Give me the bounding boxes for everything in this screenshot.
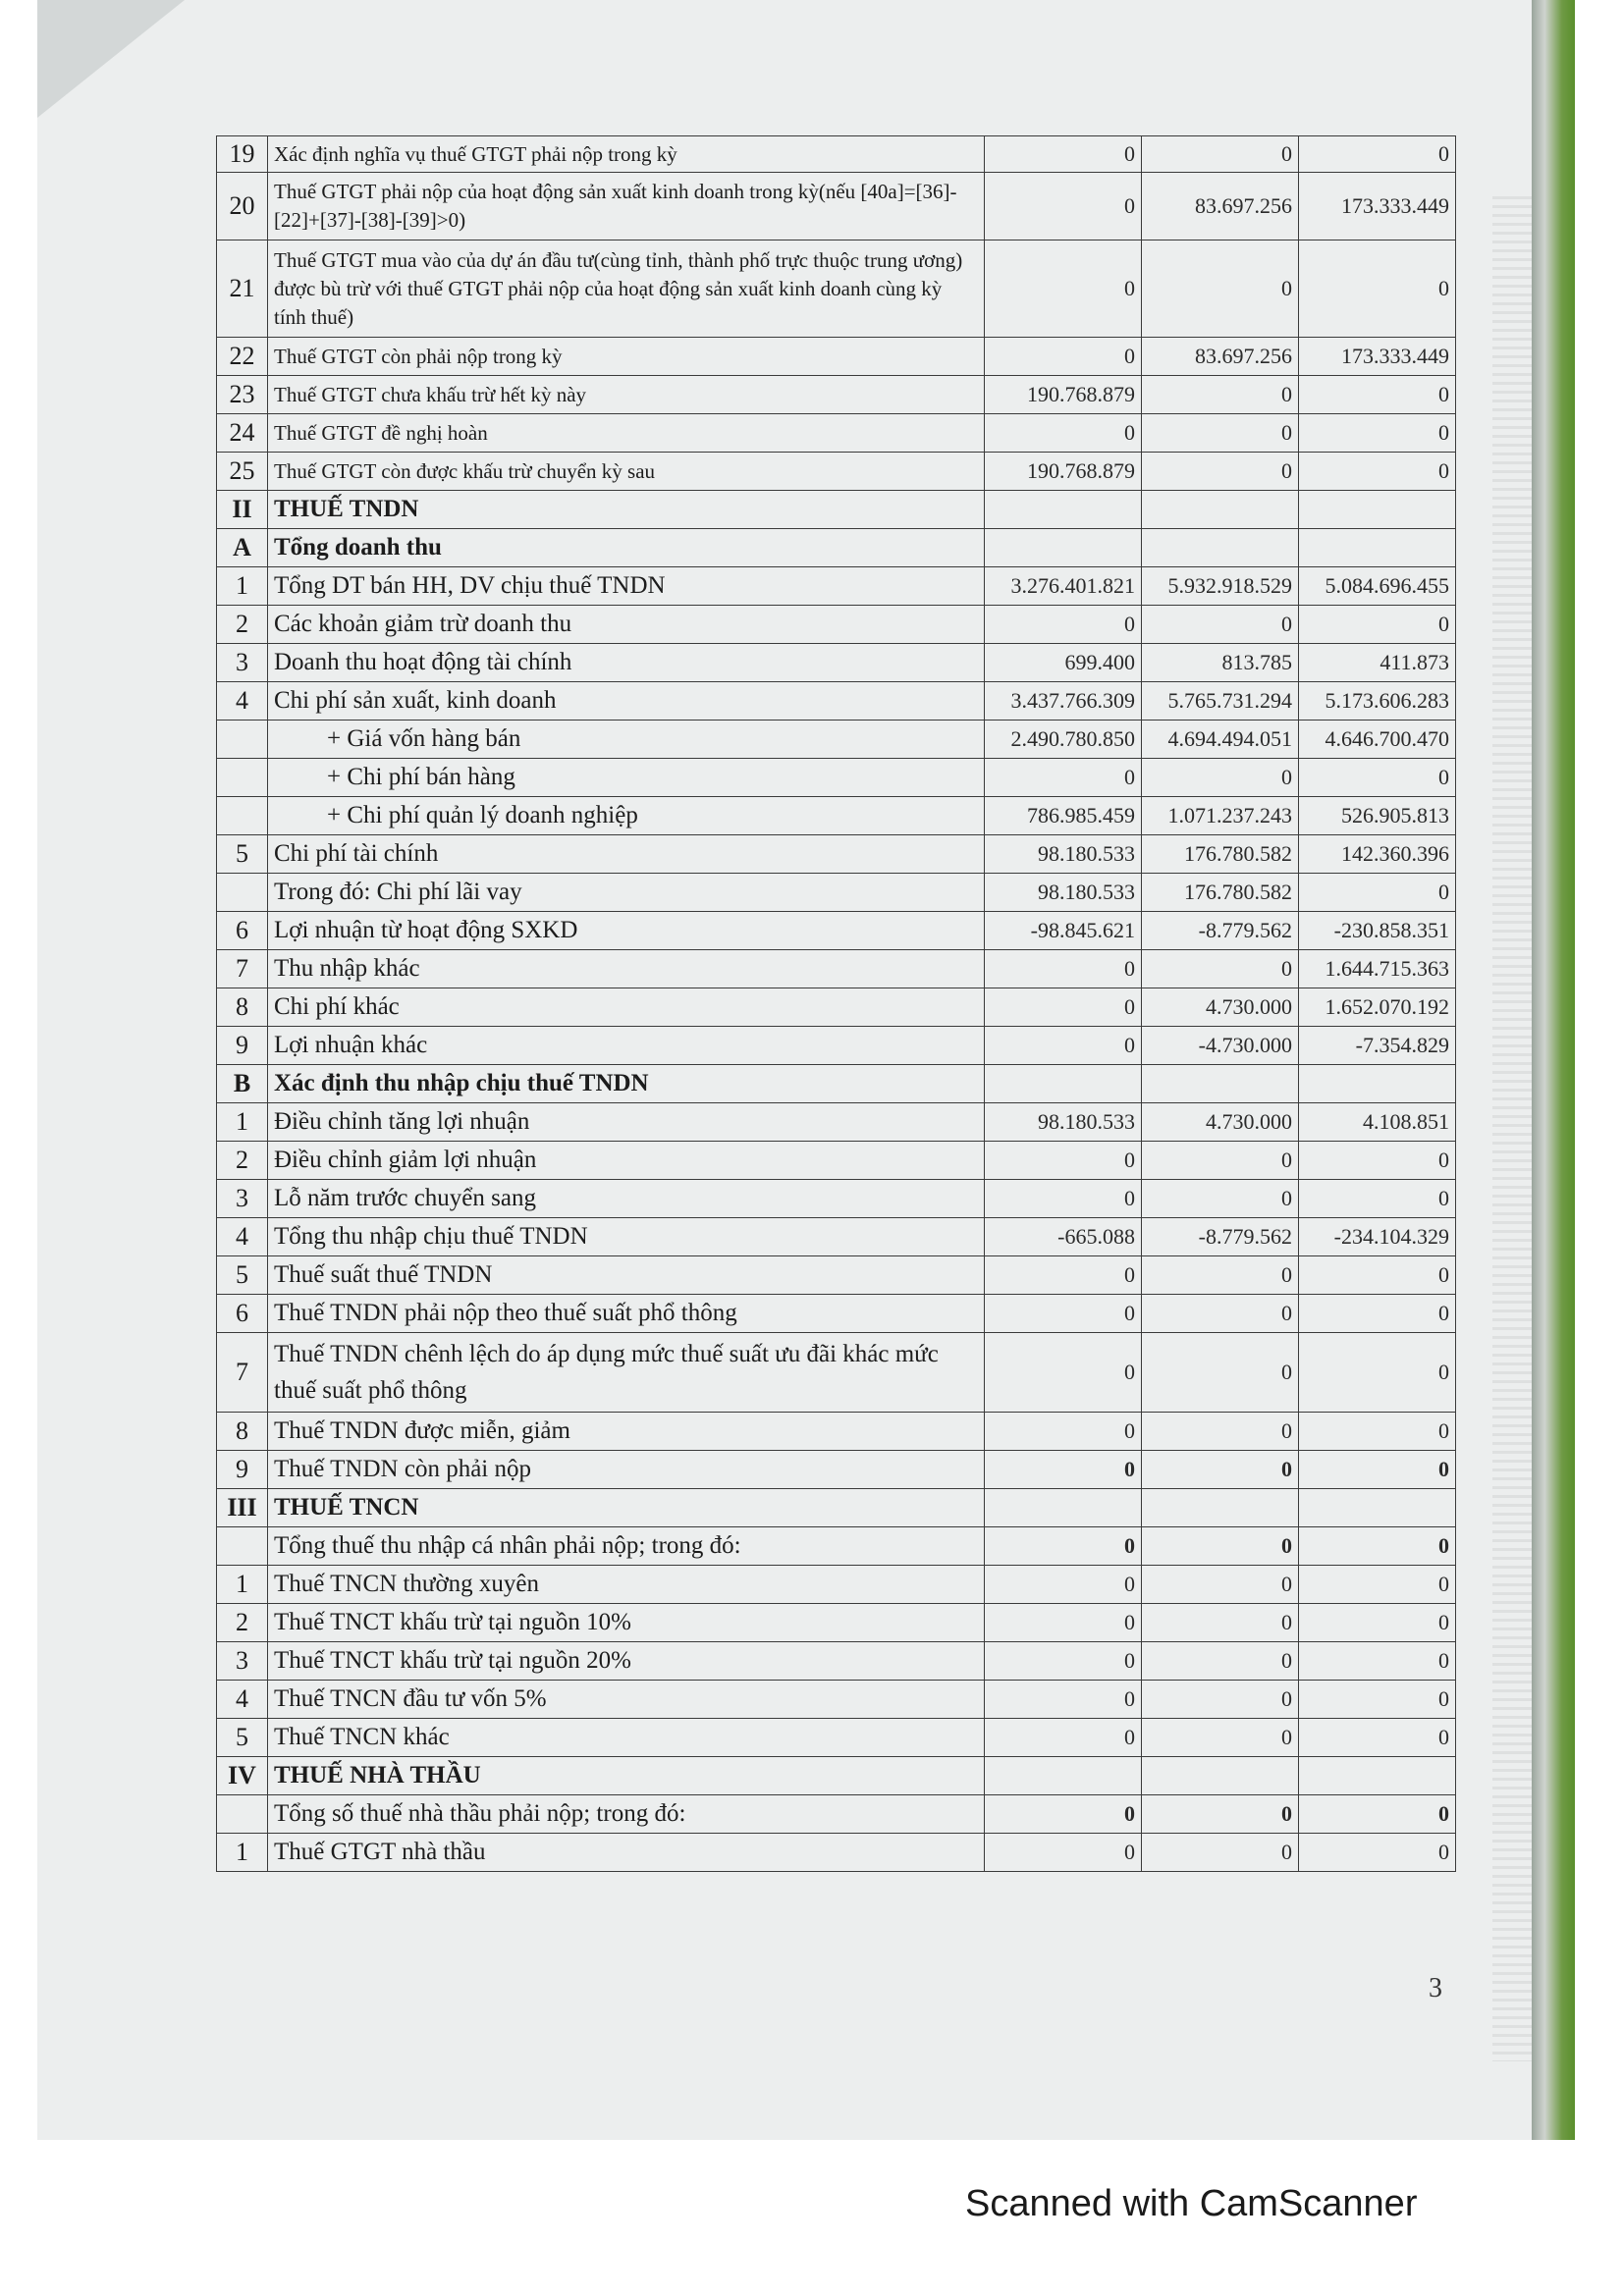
table-row xyxy=(217,1604,1456,1642)
value-col-2: 83.697.256 xyxy=(1142,338,1299,376)
value-col-1: 0 xyxy=(985,1451,1142,1489)
value-col-2: 0 xyxy=(1142,1451,1299,1489)
value-col-2: 0 xyxy=(1142,1180,1299,1218)
row-description: Thuế GTGT còn được khấu trừ chuyển kỳ sau xyxy=(268,453,985,491)
value-col-3 xyxy=(1299,1065,1456,1103)
value-col-1: 0 xyxy=(985,950,1142,988)
value-col-1 xyxy=(985,1065,1142,1103)
value-col-3: -230.858.351 xyxy=(1299,912,1456,950)
table-row xyxy=(217,1065,1456,1103)
value-col-2: 0 xyxy=(1142,240,1299,338)
table-row xyxy=(217,644,1456,682)
row-number: B xyxy=(217,1065,268,1103)
value-col-3: 0 xyxy=(1299,136,1456,173)
row-description: Chi phí khác xyxy=(268,988,985,1027)
row-description: Lợi nhuận khác xyxy=(268,1027,985,1065)
table-row xyxy=(217,453,1456,491)
value-col-2: -8.779.562 xyxy=(1142,912,1299,950)
value-col-2: -4.730.000 xyxy=(1142,1027,1299,1065)
value-col-2: 0 xyxy=(1142,1333,1299,1413)
folded-corner xyxy=(37,0,185,118)
table-row xyxy=(217,1333,1456,1413)
value-col-1: 98.180.533 xyxy=(985,835,1142,874)
row-number: 8 xyxy=(217,1413,268,1451)
value-col-1: 98.180.533 xyxy=(985,1103,1142,1142)
value-col-3 xyxy=(1299,1757,1456,1795)
value-col-1: 0 xyxy=(985,606,1142,644)
table-row xyxy=(217,912,1456,950)
value-col-3: 142.360.396 xyxy=(1299,835,1456,874)
tax-table-body xyxy=(217,136,1456,1872)
table-row xyxy=(217,173,1456,240)
row-number: 3 xyxy=(217,1642,268,1681)
value-col-3: 0 xyxy=(1299,1180,1456,1218)
row-description: Thuế TNDN phải nộp theo thuế suất phổ thông xyxy=(268,1295,985,1333)
table-row xyxy=(217,136,1456,173)
value-col-2: 0 xyxy=(1142,1566,1299,1604)
row-description: Tổng số thuế nhà thầu phải nộp; trong đó: xyxy=(268,1795,985,1834)
value-col-3 xyxy=(1299,1489,1456,1527)
table-row xyxy=(217,414,1456,453)
value-col-3: -234.104.329 xyxy=(1299,1218,1456,1256)
value-col-3: 4.646.700.470 xyxy=(1299,721,1456,759)
table-row xyxy=(217,1757,1456,1795)
row-description: Lỗ năm trước chuyển sang xyxy=(268,1180,985,1218)
value-col-2: 0 xyxy=(1142,1295,1299,1333)
row-description: Thuế GTGT còn phải nộp trong kỳ xyxy=(268,338,985,376)
row-number: 20 xyxy=(217,173,268,240)
table-row xyxy=(217,988,1456,1027)
row-description: Các khoản giảm trừ doanh thu xyxy=(268,606,985,644)
value-col-1: 0 xyxy=(985,759,1142,797)
table-row xyxy=(217,1027,1456,1065)
tax-table xyxy=(216,135,1456,1872)
value-col-2: 813.785 xyxy=(1142,644,1299,682)
row-number xyxy=(217,721,268,759)
table-row xyxy=(217,1489,1456,1527)
row-number: 5 xyxy=(217,1256,268,1295)
value-col-1: 3.276.401.821 xyxy=(985,567,1142,606)
row-number: 4 xyxy=(217,1681,268,1719)
value-col-1: 0 xyxy=(985,136,1142,173)
value-col-3 xyxy=(1299,491,1456,529)
table-row xyxy=(217,721,1456,759)
row-description: Tổng DT bán HH, DV chịu thuế TNDN xyxy=(268,567,985,606)
value-col-2: 0 xyxy=(1142,1527,1299,1566)
value-col-2: 176.780.582 xyxy=(1142,835,1299,874)
row-description: Tổng thuế thu nhập cá nhân phải nộp; trong đó: xyxy=(268,1527,985,1566)
table-row xyxy=(217,1295,1456,1333)
row-number: 7 xyxy=(217,1333,268,1413)
page-number: 3 xyxy=(1429,1973,1442,2003)
table-row xyxy=(217,835,1456,874)
row-description: Lợi nhuận từ hoạt động SXKD xyxy=(268,912,985,950)
row-description: Xác định nghĩa vụ thuế GTGT phải nộp trong kỳ xyxy=(268,136,985,173)
row-description: + Chi phí quản lý doanh nghiệp xyxy=(268,797,985,835)
value-col-3: 0 xyxy=(1299,240,1456,338)
value-col-1: 0 xyxy=(985,1834,1142,1872)
value-col-1: 0 xyxy=(985,1566,1142,1604)
row-description: Thuế TNCN thường xuyên xyxy=(268,1566,985,1604)
value-col-3: 0 xyxy=(1299,1256,1456,1295)
value-col-3: 0 xyxy=(1299,1333,1456,1413)
row-description: + Chi phí bán hàng xyxy=(268,759,985,797)
table-row xyxy=(217,338,1456,376)
value-col-3: 0 xyxy=(1299,606,1456,644)
value-col-1: 0 xyxy=(985,1333,1142,1413)
value-col-3: 1.644.715.363 xyxy=(1299,950,1456,988)
value-col-1: 0 xyxy=(985,1527,1142,1566)
value-col-3: 0 xyxy=(1299,376,1456,414)
table-row xyxy=(217,682,1456,721)
value-col-2: 0 xyxy=(1142,1413,1299,1451)
table-row xyxy=(217,1413,1456,1451)
value-col-2: 0 xyxy=(1142,1256,1299,1295)
value-col-2: 4.730.000 xyxy=(1142,1103,1299,1142)
row-description: THUẾ TNCN xyxy=(268,1489,985,1527)
row-description: Xác định thu nhập chịu thuế TNDN xyxy=(268,1065,985,1103)
table-row xyxy=(217,491,1456,529)
row-description: Thu nhập khác xyxy=(268,950,985,988)
row-description: Tổng thu nhập chịu thuế TNDN xyxy=(268,1218,985,1256)
row-description: Thuế GTGT mua vào của dự án đầu tư(cùng tỉnh, thành phố trực thuộc trung ương) được bù trừ với thuế GTGT phải nộp của hoạt động sản xuất kinh doanh cùng kỳ tính thuế) xyxy=(268,240,985,338)
table-row xyxy=(217,1451,1456,1489)
value-col-2: -8.779.562 xyxy=(1142,1218,1299,1256)
value-col-2 xyxy=(1142,1065,1299,1103)
row-number: II xyxy=(217,491,268,529)
value-col-2: 0 xyxy=(1142,136,1299,173)
value-col-2: 0 xyxy=(1142,759,1299,797)
row-number: IV xyxy=(217,1757,268,1795)
value-col-1: 0 xyxy=(985,988,1142,1027)
value-col-3: 0 xyxy=(1299,1604,1456,1642)
row-number: 9 xyxy=(217,1451,268,1489)
row-description: + Giá vốn hàng bán xyxy=(268,721,985,759)
table-row xyxy=(217,606,1456,644)
row-number: 4 xyxy=(217,682,268,721)
scan-noise xyxy=(1492,196,1532,2061)
value-col-2 xyxy=(1142,491,1299,529)
row-number: 2 xyxy=(217,1142,268,1180)
table-row xyxy=(217,240,1456,338)
value-col-3: 0 xyxy=(1299,1642,1456,1681)
value-col-1: -98.845.621 xyxy=(985,912,1142,950)
value-col-2: 5.932.918.529 xyxy=(1142,567,1299,606)
value-col-3: 0 xyxy=(1299,1566,1456,1604)
value-col-2: 4.730.000 xyxy=(1142,988,1299,1027)
row-number: 7 xyxy=(217,950,268,988)
row-number: 6 xyxy=(217,912,268,950)
value-col-1: 0 xyxy=(985,1604,1142,1642)
table-row xyxy=(217,1795,1456,1834)
row-description: Thuế GTGT đề nghị hoàn xyxy=(268,414,985,453)
value-col-1: 0 xyxy=(985,1719,1142,1757)
value-col-2: 0 xyxy=(1142,1142,1299,1180)
table-row xyxy=(217,1527,1456,1566)
value-col-1: 0 xyxy=(985,173,1142,240)
value-col-2: 0 xyxy=(1142,606,1299,644)
value-col-1: 0 xyxy=(985,1413,1142,1451)
row-number: 5 xyxy=(217,835,268,874)
value-col-2: 176.780.582 xyxy=(1142,874,1299,912)
row-number xyxy=(217,759,268,797)
table-row xyxy=(217,376,1456,414)
row-description: Trong đó: Chi phí lãi vay xyxy=(268,874,985,912)
value-col-3 xyxy=(1299,529,1456,567)
table-row xyxy=(217,1834,1456,1872)
table-row xyxy=(217,1218,1456,1256)
row-description: Thuế GTGT chưa khấu trừ hết kỳ này xyxy=(268,376,985,414)
row-number: 3 xyxy=(217,1180,268,1218)
value-col-2: 0 xyxy=(1142,376,1299,414)
table-row xyxy=(217,1681,1456,1719)
value-col-3: 0 xyxy=(1299,874,1456,912)
table-row xyxy=(217,874,1456,912)
row-number: 9 xyxy=(217,1027,268,1065)
row-description: Điều chỉnh tăng lợi nhuận xyxy=(268,1103,985,1142)
value-col-1: 0 xyxy=(985,1681,1142,1719)
row-number: 19 xyxy=(217,136,268,173)
row-number: 1 xyxy=(217,1834,268,1872)
table-row xyxy=(217,1719,1456,1757)
value-col-1: 3.437.766.309 xyxy=(985,682,1142,721)
row-number: 1 xyxy=(217,567,268,606)
row-number: 2 xyxy=(217,1604,268,1642)
value-col-1 xyxy=(985,1489,1142,1527)
row-number: 1 xyxy=(217,1566,268,1604)
row-description: THUẾ NHÀ THẦU xyxy=(268,1757,985,1795)
value-col-1: 0 xyxy=(985,414,1142,453)
row-description: Điều chỉnh giảm lợi nhuận xyxy=(268,1142,985,1180)
value-col-2 xyxy=(1142,1489,1299,1527)
row-number: 4 xyxy=(217,1218,268,1256)
row-number xyxy=(217,797,268,835)
table-row xyxy=(217,1103,1456,1142)
row-description: Thuế TNCN đầu tư vốn 5% xyxy=(268,1681,985,1719)
value-col-2 xyxy=(1142,529,1299,567)
value-col-2: 0 xyxy=(1142,950,1299,988)
value-col-1: 190.768.879 xyxy=(985,376,1142,414)
value-col-1: 699.400 xyxy=(985,644,1142,682)
table-row xyxy=(217,950,1456,988)
table-row xyxy=(217,759,1456,797)
value-col-3: 5.084.696.455 xyxy=(1299,567,1456,606)
value-col-2: 0 xyxy=(1142,414,1299,453)
value-col-1: 2.490.780.850 xyxy=(985,721,1142,759)
value-col-3: 411.873 xyxy=(1299,644,1456,682)
value-col-3: 0 xyxy=(1299,414,1456,453)
row-number: 8 xyxy=(217,988,268,1027)
value-col-3: 173.333.449 xyxy=(1299,338,1456,376)
row-number: 3 xyxy=(217,644,268,682)
value-col-3: 0 xyxy=(1299,1295,1456,1333)
row-number: 25 xyxy=(217,453,268,491)
value-col-2: 0 xyxy=(1142,1719,1299,1757)
row-description: Doanh thu hoạt động tài chính xyxy=(268,644,985,682)
page-edge xyxy=(1532,0,1575,2140)
value-col-1 xyxy=(985,1757,1142,1795)
value-col-2: 1.071.237.243 xyxy=(1142,797,1299,835)
row-description: Thuế GTGT nhà thầu xyxy=(268,1834,985,1872)
row-number: 2 xyxy=(217,606,268,644)
row-number: 24 xyxy=(217,414,268,453)
row-description: Thuế TNDN còn phải nộp xyxy=(268,1451,985,1489)
row-number: 23 xyxy=(217,376,268,414)
row-number: III xyxy=(217,1489,268,1527)
row-description: Thuế TNCN khác xyxy=(268,1719,985,1757)
row-number xyxy=(217,1795,268,1834)
scanner-footer: Scanned with CamScanner xyxy=(965,2183,1418,2224)
row-description: THUẾ TNDN xyxy=(268,491,985,529)
table-row xyxy=(217,1256,1456,1295)
value-col-1: -665.088 xyxy=(985,1218,1142,1256)
row-description: Thuế suất thuế TNDN xyxy=(268,1256,985,1295)
value-col-3: 0 xyxy=(1299,1142,1456,1180)
row-number: 21 xyxy=(217,240,268,338)
value-col-1: 0 xyxy=(985,338,1142,376)
value-col-1: 190.768.879 xyxy=(985,453,1142,491)
value-col-2: 0 xyxy=(1142,1834,1299,1872)
value-col-1: 0 xyxy=(985,1295,1142,1333)
value-col-3: 173.333.449 xyxy=(1299,173,1456,240)
row-number: 22 xyxy=(217,338,268,376)
value-col-3: -7.354.829 xyxy=(1299,1027,1456,1065)
row-number: 1 xyxy=(217,1103,268,1142)
value-col-2 xyxy=(1142,1757,1299,1795)
value-col-2: 0 xyxy=(1142,1681,1299,1719)
row-number xyxy=(217,1527,268,1566)
value-col-1 xyxy=(985,491,1142,529)
value-col-2: 0 xyxy=(1142,1604,1299,1642)
value-col-3: 0 xyxy=(1299,1527,1456,1566)
row-description: Thuế TNCT khấu trừ tại nguồn 20% xyxy=(268,1642,985,1681)
row-number xyxy=(217,874,268,912)
value-col-1: 98.180.533 xyxy=(985,874,1142,912)
row-description: Thuế TNCT khấu trừ tại nguồn 10% xyxy=(268,1604,985,1642)
value-col-1: 786.985.459 xyxy=(985,797,1142,835)
value-col-2: 0 xyxy=(1142,453,1299,491)
value-col-3: 526.905.813 xyxy=(1299,797,1456,835)
value-col-3: 0 xyxy=(1299,1413,1456,1451)
value-col-3: 0 xyxy=(1299,1719,1456,1757)
value-col-1 xyxy=(985,529,1142,567)
value-col-1: 0 xyxy=(985,1180,1142,1218)
table-row xyxy=(217,1642,1456,1681)
value-col-1: 0 xyxy=(985,1256,1142,1295)
row-number: 5 xyxy=(217,1719,268,1757)
row-description: Thuế TNDN chênh lệch do áp dụng mức thuế suất ưu đãi khác mức thuế suất phổ thông xyxy=(268,1333,985,1413)
value-col-3: 5.173.606.283 xyxy=(1299,682,1456,721)
table-row xyxy=(217,1142,1456,1180)
value-col-1: 0 xyxy=(985,1795,1142,1834)
value-col-3: 0 xyxy=(1299,759,1456,797)
value-col-3: 0 xyxy=(1299,1681,1456,1719)
row-number: 6 xyxy=(217,1295,268,1333)
value-col-3: 1.652.070.192 xyxy=(1299,988,1456,1027)
value-col-3: 0 xyxy=(1299,1795,1456,1834)
table-row xyxy=(217,529,1456,567)
value-col-2: 0 xyxy=(1142,1642,1299,1681)
row-description: Chi phí tài chính xyxy=(268,835,985,874)
value-col-1: 0 xyxy=(985,1142,1142,1180)
value-col-2: 4.694.494.051 xyxy=(1142,721,1299,759)
table-row xyxy=(217,1180,1456,1218)
row-description: Tổng doanh thu xyxy=(268,529,985,567)
value-col-1: 0 xyxy=(985,240,1142,338)
row-description: Thuế GTGT phải nộp của hoạt động sản xuất kinh doanh trong kỳ(nếu [40a]=[36]-[22]+[37]-[38]-[39]>0) xyxy=(268,173,985,240)
table-row xyxy=(217,797,1456,835)
value-col-2: 0 xyxy=(1142,1795,1299,1834)
row-description: Thuế TNDN được miễn, giảm xyxy=(268,1413,985,1451)
table-row xyxy=(217,1566,1456,1604)
value-col-3: 0 xyxy=(1299,1834,1456,1872)
value-col-2: 83.697.256 xyxy=(1142,173,1299,240)
value-col-3: 0 xyxy=(1299,1451,1456,1489)
value-col-2: 5.765.731.294 xyxy=(1142,682,1299,721)
value-col-1: 0 xyxy=(985,1027,1142,1065)
table-row xyxy=(217,567,1456,606)
value-col-1: 0 xyxy=(985,1642,1142,1681)
row-number: A xyxy=(217,529,268,567)
row-description: Chi phí sản xuất, kinh doanh xyxy=(268,682,985,721)
value-col-3: 4.108.851 xyxy=(1299,1103,1456,1142)
value-col-3: 0 xyxy=(1299,453,1456,491)
